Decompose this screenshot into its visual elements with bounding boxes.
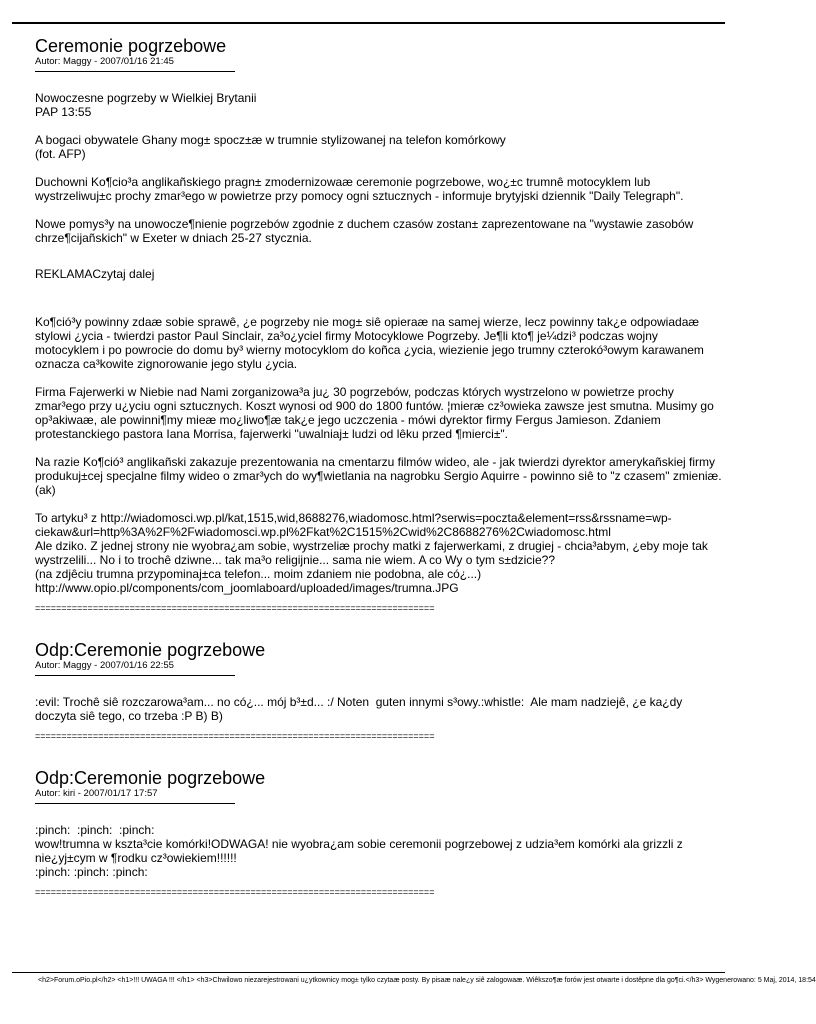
post-body [35,823,725,879]
post-2 [35,640,725,742]
page-footer: <h2>Forum.oPio.pl</h2> <h1>!!! UWAGA !!! </h1> <h3>Chwilowo niezarejestrowani u¿ytkownicy mog± tylko czytaæ posty. By pisaæ nale¿y siê zalogowaæ. Wiêkszo¶æ forów jest otwarte i dostêpne dla go¶ci.</h3> Wygenerowano: 5 Maj, 2014, 18:54 [38,977,816,984]
post-paragraph: Nowe pomys³y na unowocze¶nienie pogrzebów zgodnie z duchem czasów zostan± zaprezentowane na "wystawie zasobów chrze¶cijañskich" w Exeter w dniach 25-27 stycznia. [35,217,697,245]
post-separator: ============================================================================ [35,731,435,741]
post-separator: ============================================================================ [35,603,435,613]
post-separator: ============================================================================ [35,887,435,897]
post-title: Odp:Ceremonie pogrzebowe [35,640,266,660]
post-paragraph: To artyku³ z http://wiadomosci.wp.pl/kat,1515,wid,8688276,wiadomosc.html?serwis=poczta&element=rss&rssname=wp-ciekaw&url=http%3A%2F%2Fwiadomosci.wp.pl%2Fkat%2C1515%2Cwid%2C8688276%2Cwiadomosc.html Ale dziko. Z jednej strony nie wyobra¿am sobie, wystrzeliæ prochy matki z fajerwerkami, z drugiej - chcia³abym, ¿eby moje tak wystrzelili... No i to trochê dziwne... tak ma³o religijnie... sama nie wiem. A co Wy o tym s±dzicie?? (na zdjêciu trumna przypominaj±ca telefon... moim zdaniem nie podobna, ale có¿...) http://www.opio.pl/components/com_joomlaboard/uploaded/images/trumna.JPG [35,511,708,595]
meta-underline [35,675,235,676]
post-paragraph: Firma Fajerwerki w Niebie nad Nami zorganizowa³a ju¿ 30 pogrzebów, podczas których wystrzelono w powietrze prochy zmar³ego przy u¿yciu ogni sztucznych. Koszt wynosi od 900 do 1800 funtów. ¦mieræ cz³owieka zawsze jest smutna. Musimy go op³akiwaæ, ale powinni¶my mieæ mo¿liwo¶æ tak¿e jego uczczenia - mówi dyrektor firmy Fergus Jamieson. Zdaniem protestanckiego pastora Iana Morrisa, fajerwerki "uwalniaj± ludzi od lêku przed ¶mierci±". [35,385,718,441]
post-paragraph: A bogaci obywatele Ghany mog± spocz±æ w trumnie stylizowanej na telefon komórkowy (fot. AFP) [35,133,506,161]
post-paragraph: Nowoczesne pogrzeby w Wielkiej Brytanii PAP 13:55 [35,91,257,119]
advert-placeholder: REKLAMACzytaj dalej [35,267,155,281]
post-author-date: Autor: kiri - 2007/01/17 17:57 [35,788,158,799]
post-author-date: Autor: Maggy - 2007/01/16 22:55 [35,660,174,671]
meta-underline [35,803,235,804]
post-paragraph: Na razie Ko¶ció³ anglikañski zakazuje prezentowania na cmentarzu filmów wideo, ale - jak twierdzi dyrektor amerykañskiej firmy produkuj±cej specjalne filmy wideo o zmar³ych do wy¶wietlania na nagrobku Sergio Aquirre - powinno siê to "z czasem" zmieniæ. (ak) [35,455,725,497]
top-rule [12,22,725,24]
page-content [35,36,725,898]
post-paragraph: Duchowni Ko¶cio³a anglikañskiego pragn± zmodernizowaæ ceremonie pogrzebowe, wo¿±c trumnê motocyklem lub wystrzeliwuj±c prochy zmar³ego w powietrze przy pomocy ogni sztucznych - informuje brytyjski dziennik "Daily Telegraph". [35,175,684,203]
post-1 [35,36,725,614]
post-author-date: Autor: Maggy - 2007/01/16 21:45 [35,56,174,67]
post-body [35,91,725,595]
post-paragraph: Ko¶ció³y powinny zdaæ sobie sprawê, ¿e pogrzeby nie mog± siê opieraæ na samej wierze, lecz powinny tak¿e odpowiadaæ stylowi ¿ycia - twierdzi pastor Paul Sinclair, za³o¿yciel firmy Motocyklowe Pogrzeby. Je¶li kto¶ je¼dzi³ podczas wojny motocyklem i po powrocie do domu by³ wierny motocyklom do koñca ¿ycia, wiezienie jego trumny czterokó³owym karawanem oznacza ca³kowite zignorowanie jego stylu ¿ycia. [35,315,708,371]
footer-rule [12,972,725,973]
post-paragraph: :evil: Trochê siê rozczarowa³am... no có¿... mój b³±d... :/ Noten guten innymi s³owy.:whistle: Ale mam nadziejê, ¿e ka¿dy doczyta siê tego, co trzeba :P B) B) [35,695,686,723]
post-title: Ceremonie pogrzebowe [35,36,227,56]
post-title: Odp:Ceremonie pogrzebowe [35,768,266,788]
post-paragraph: :pinch: :pinch: :pinch: wow!trumna w kszta³cie komórki!ODWAGA! nie wyobra¿am sobie ceremonii pogrzebowej z udzia³em komórki ala grizzli z nie¿yj±cym w ¶rodku cz³owiekiem!!!!!! :pinch: :pinch: :pinch: [35,823,683,879]
post-body [35,695,725,723]
meta-underline [35,71,235,72]
post-3 [35,768,725,898]
